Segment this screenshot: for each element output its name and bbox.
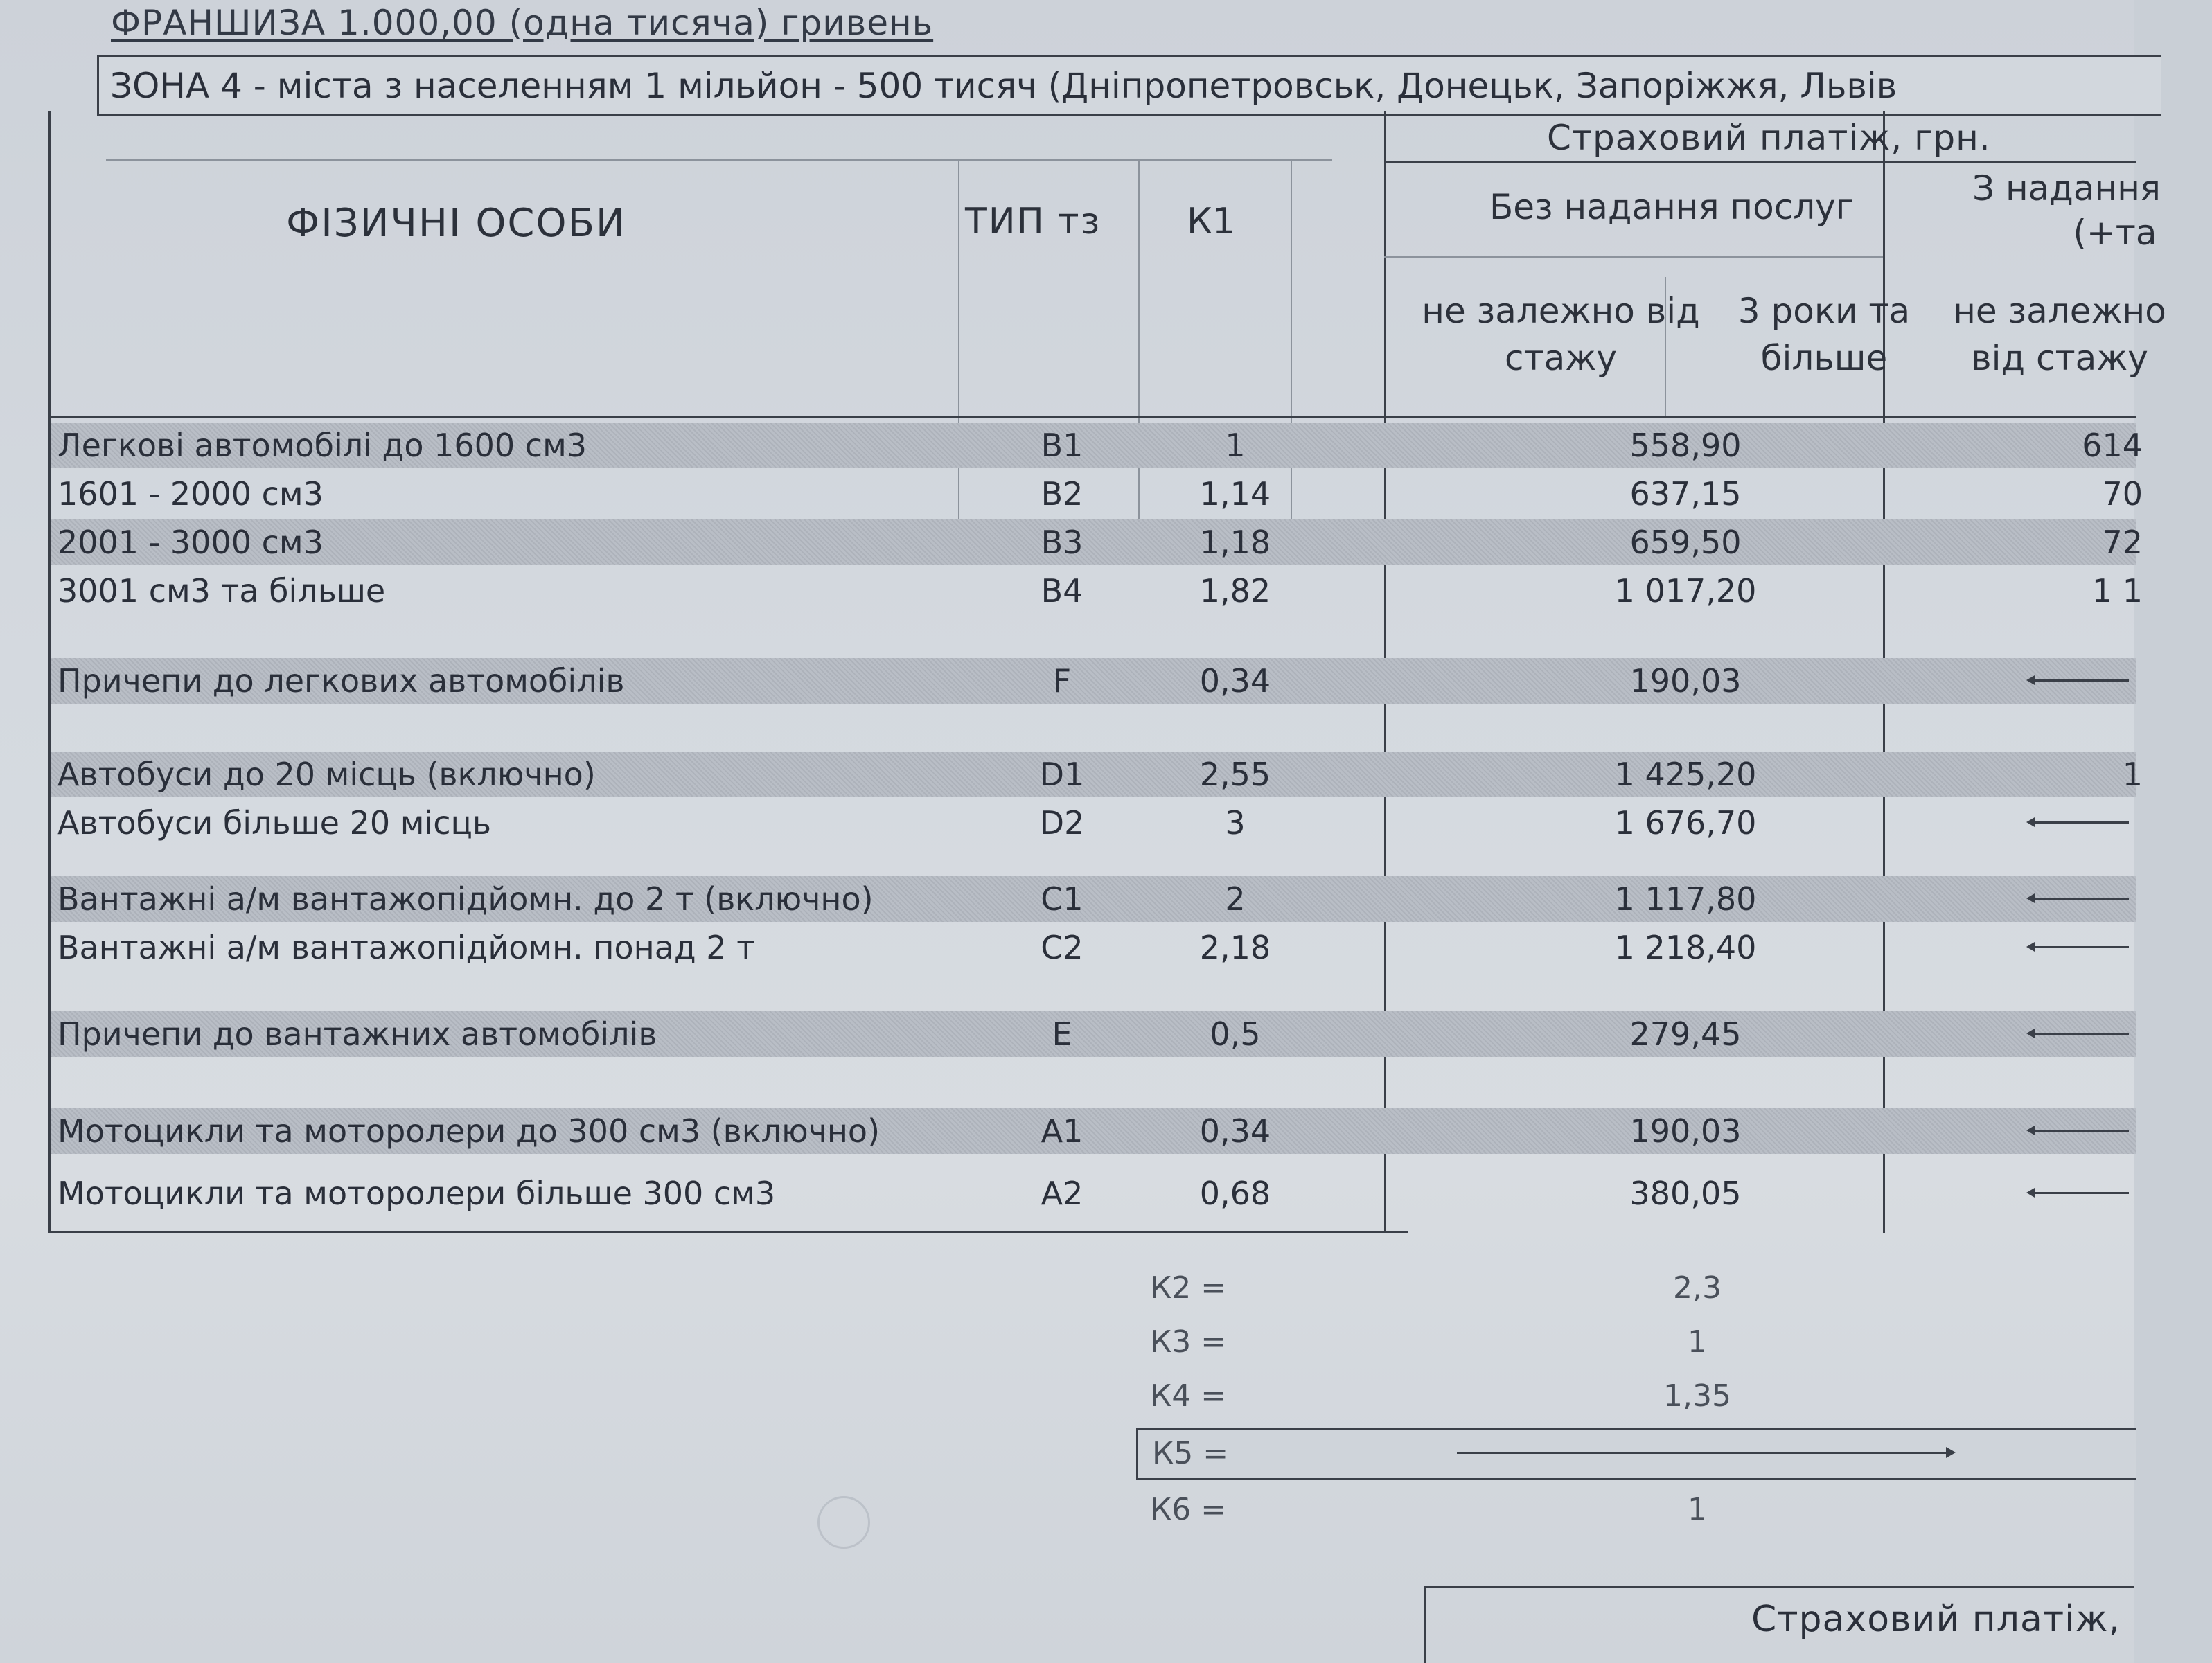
- header-regardless-experience: не залежно від стажу: [1422, 291, 1700, 378]
- header-persons: ФІЗИЧНІ ОСОБИ: [286, 201, 626, 246]
- header-with-services-line1: З надання: [1972, 168, 2161, 208]
- row-vehicle-name: Причепи до вантажних автомобілів: [57, 1015, 657, 1053]
- row-payment-with-services: 70: [2102, 475, 2143, 513]
- row-vehicle-type: D1: [1039, 756, 1085, 793]
- zone-heading: ЗОНА 4 - міста з населенням 1 мільйон - 500 тисяч (Дніпропетровськ, Донецьк, Запоріжжя, Львів: [97, 55, 2161, 116]
- header-divider-mid: [1384, 256, 1883, 258]
- row-k1: 3: [1225, 804, 1246, 842]
- coefficient-row: [1136, 1428, 2136, 1480]
- row-vehicle-name: Причепи до легкових автомобілів: [57, 662, 625, 700]
- paper-smudge: [817, 1496, 870, 1549]
- header-bottom-line: [51, 416, 2136, 418]
- row-k1: 1,14: [1199, 475, 1271, 513]
- row-k1: 0,68: [1199, 1175, 1271, 1212]
- row-vehicle-name: Автобуси до 20 місць (включно): [57, 756, 596, 793]
- row-payment: 1 425,20: [1614, 756, 1757, 793]
- franchise-title: ФРАНШИЗА 1.000,00 (одна тисяча) гривень: [111, 3, 934, 43]
- header-without-services: Без надання послуг: [1489, 187, 1855, 227]
- coefficient-row: [1136, 1372, 2134, 1421]
- table-bottom-line: [51, 1231, 1408, 1233]
- row-payment: 558,90: [1629, 427, 1742, 464]
- same-as-arrow-icon: [2032, 821, 2129, 824]
- row-payment: 1 676,70: [1614, 804, 1757, 842]
- row-vehicle-type: A1: [1041, 1112, 1083, 1150]
- header-k1: К1: [1187, 201, 1236, 242]
- bottom-table-header: Страховий платіж,: [1424, 1586, 2134, 1663]
- table-row: [51, 1108, 2136, 1154]
- row-k1: 2: [1225, 880, 1246, 918]
- header-regardless-experience-2: не залежно від стажу: [1953, 291, 2166, 378]
- same-as-arrow-icon: [2032, 946, 2129, 948]
- coefficient-value: 1,35: [1663, 1378, 1731, 1414]
- row-payment-with-services: 614: [2082, 427, 2143, 464]
- table-row: [51, 800, 2136, 846]
- table-row: [51, 876, 2136, 922]
- coefficient-label: К2 =: [1150, 1270, 1227, 1306]
- row-vehicle-type: B2: [1041, 475, 1083, 513]
- table-row: [51, 1011, 2136, 1057]
- row-vehicle-name: Вантажні а/м вантажопідйомн. понад 2 т: [57, 929, 755, 966]
- row-vehicle-type: C2: [1041, 929, 1083, 966]
- row-k1: 0,5: [1210, 1015, 1261, 1053]
- row-vehicle-name: 3001 см3 та більше: [57, 572, 386, 610]
- row-vehicle-type: C1: [1041, 880, 1083, 918]
- row-payment: 1 117,80: [1614, 880, 1757, 918]
- row-payment: 380,05: [1629, 1175, 1742, 1212]
- row-vehicle-name: Вантажні а/м вантажопідйомн. до 2 т (включно): [57, 880, 874, 918]
- coefficient-value: 1: [1688, 1324, 1707, 1360]
- row-vehicle-name: 1601 - 2000 см3: [57, 475, 324, 513]
- row-vehicle-name: Легкові автомобілі до 1600 см3: [57, 427, 587, 464]
- header-three-years: 3 роки та більше: [1737, 291, 1911, 378]
- coefficient-label: К3 =: [1150, 1324, 1227, 1360]
- row-payment: 279,45: [1629, 1015, 1742, 1053]
- header-left-top-line: [106, 159, 1332, 161]
- tariff-table: [48, 111, 2166, 1233]
- row-k1: 1,82: [1199, 572, 1271, 610]
- row-vehicle-name: Мотоцикли та моторолери більше 300 см3: [57, 1175, 776, 1212]
- arrow-right-icon: [1457, 1452, 1949, 1454]
- row-k1: 0,34: [1199, 1112, 1271, 1150]
- row-vehicle-type: B3: [1041, 524, 1083, 561]
- row-payment-with-services: 72: [2102, 524, 2143, 561]
- row-payment: 190,03: [1629, 662, 1742, 700]
- row-payment: 190,03: [1629, 1112, 1742, 1150]
- coefficient-row: [1136, 1486, 2134, 1534]
- same-as-arrow-icon: [2032, 1033, 2129, 1035]
- table-row: [51, 925, 2136, 970]
- row-k1: 2,55: [1199, 756, 1271, 793]
- coefficient-row: [1136, 1318, 2134, 1367]
- header-divider-top: [1384, 161, 2136, 163]
- row-vehicle-type: E: [1052, 1015, 1072, 1053]
- coefficient-value: 1: [1688, 1492, 1707, 1527]
- same-as-arrow-icon: [2032, 1130, 2129, 1132]
- same-as-arrow-icon: [2032, 679, 2129, 682]
- row-vehicle-type: F: [1052, 662, 1072, 700]
- header-with-services: [1921, 166, 2212, 255]
- row-k1: 1,18: [1199, 524, 1271, 561]
- row-payment: 659,50: [1629, 524, 1742, 561]
- table-row: [51, 471, 2143, 517]
- header-insurance-payment: Страховий платіж, грн.: [1547, 118, 1991, 158]
- table-row: [51, 519, 2143, 565]
- row-k1: 0,34: [1199, 662, 1271, 700]
- row-vehicle-name: 2001 - 3000 см3: [57, 524, 324, 561]
- row-vehicle-type: A2: [1041, 1175, 1083, 1212]
- table-row: [51, 752, 2143, 797]
- header-with-services-line2: (+та: [2073, 213, 2157, 253]
- coefficient-label: К5 =: [1152, 1436, 1229, 1471]
- row-vehicle-type: D2: [1039, 804, 1085, 842]
- row-k1: 1: [1225, 427, 1246, 464]
- table-row: [51, 568, 2143, 614]
- same-as-arrow-icon: [2032, 1192, 2129, 1194]
- row-vehicle-type: B1: [1041, 427, 1083, 464]
- table-row: [51, 1171, 2136, 1216]
- coefficient-row: [1136, 1264, 2134, 1313]
- same-as-arrow-icon: [2032, 898, 2129, 900]
- coefficient-label: К4 =: [1150, 1378, 1227, 1414]
- table-row: [51, 423, 2143, 468]
- row-payment: 637,15: [1629, 475, 1742, 513]
- row-payment-with-services: 1 1: [2091, 572, 2143, 610]
- row-payment: 1 017,20: [1614, 572, 1757, 610]
- row-payment-with-services: 1: [2122, 756, 2143, 793]
- table-row: [51, 658, 2136, 704]
- row-vehicle-type: B4: [1041, 572, 1083, 610]
- row-payment: 1 218,40: [1614, 929, 1757, 966]
- coefficient-label: К6 =: [1150, 1492, 1227, 1527]
- header-vehicle-type: ТИП тз: [965, 201, 1101, 242]
- row-k1: 2,18: [1199, 929, 1271, 966]
- coefficient-value: 2,3: [1673, 1270, 1722, 1306]
- row-vehicle-name: Мотоцикли та моторолери до 300 см3 (включно): [57, 1112, 881, 1150]
- row-vehicle-name: Автобуси більше 20 місць: [57, 804, 491, 842]
